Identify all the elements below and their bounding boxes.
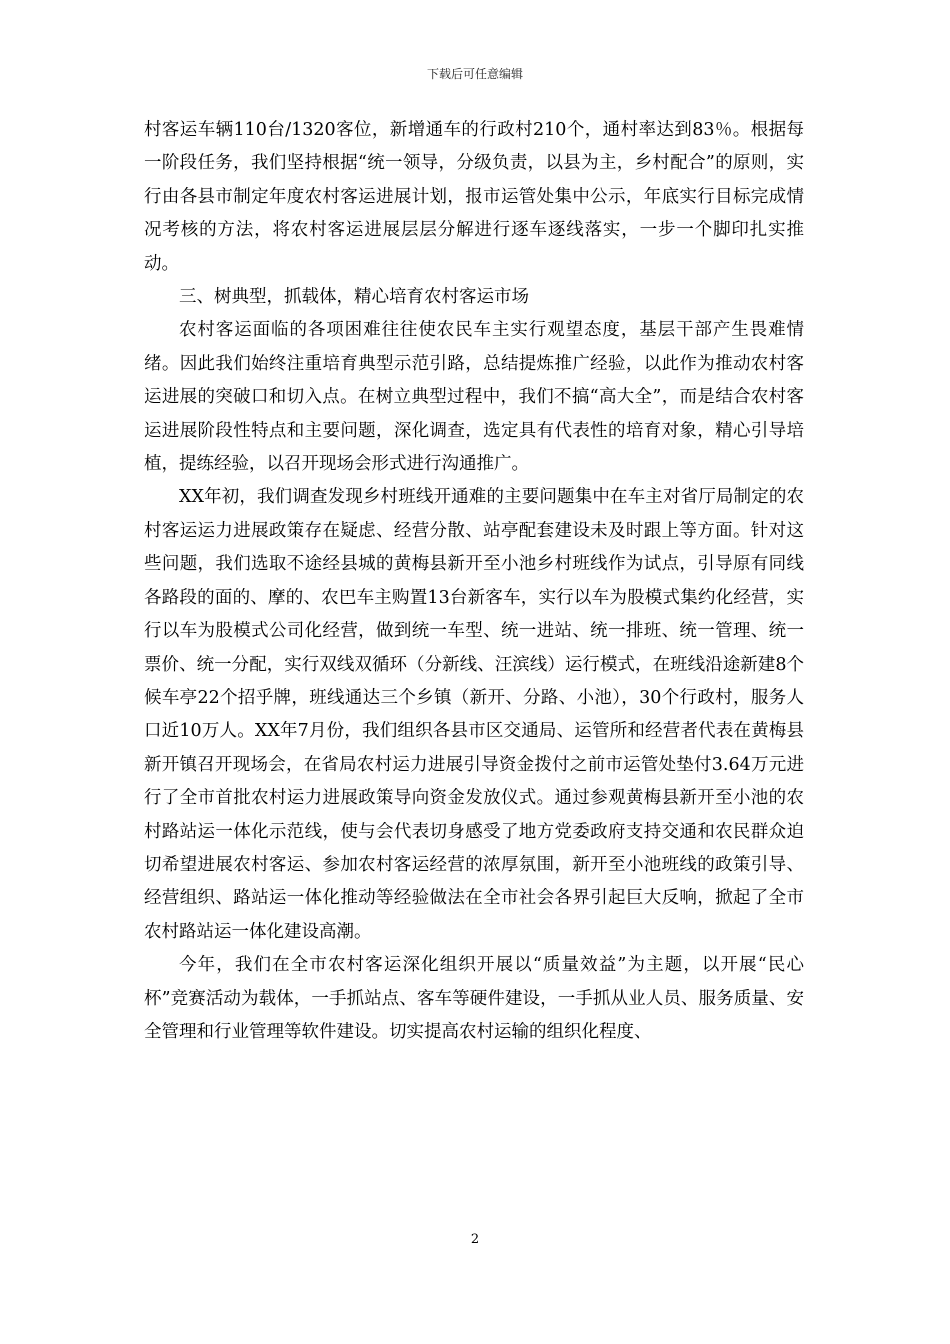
paragraph: 农村客运面临的各项困难往往使农民车主实行观望态度，基层干部产生畏难情绪。因此我们始终注重培育典型示范引路，总结提炼推广经验，以此作为推动农村客运进展的突破口和切入点。在树立典型过程中，我们不搞“高大全”，而是结合农村客运进展阶段性特点和主要问题，深化调查，选定具有代表性的培育对象，精心引导培植，提练经验，以召开现场会形式进行沟通推广。: [144, 320, 804, 475]
section-heading: 三、树典型，抓载体，精心培育农村客运市场: [179, 287, 529, 308]
page-number: 2: [470, 1232, 480, 1247]
document-body: [144, 114, 804, 1049]
page-header: 下载后可任意编辑: [426, 67, 523, 81]
paragraph: 今年，我们在全市农村客运深化组织开展以“质量效益”为主题，以开展“民心杯”竞赛活动为载体，一手抓站点、客车等硬件建设，一手抓从业人员、服务质量、安全管理和行业管理等软件建设。切实提高农村运输的组织化程度、: [144, 955, 804, 1042]
paragraph-continuation: 村客运车辆110台/1320客位，新增通车的行政村210个，通村率达到83％。根据每一阶段任务，我们坚持根据“统一领导，分级负责，以县为主，乡村配合”的原则，实行由各县市制定年度农村客运进展计划，报市运管处集中公示，年底实行目标完成情况考核的方法，将农村客运进展层层分解进行逐车逐线落实，一步一个脚印扎实推动。: [144, 120, 804, 274]
paragraph: XX年初，我们调查发现乡村班线开通难的主要问题集中在车主对省厅局制定的农村客运运力进展政策存在疑虑、经营分散、站亭配套建设未及时跟上等方面。针对这些问题，我们选取不途经县城的黄梅县新开至小池乡村班线作为试点，引导原有同线各路段的面的、摩的、农巴车主购置13台新客车，实行以车为股模式集约化经营，实行以车为股模式公司化经营，做到统一车型、统一进站、统一排班、统一管理、统一票价、统一分配，实行双线双循环（分新线、汪滨线）运行模式，在班线沿途新建8个候车亭22个招乎牌，班线通达三个乡镇（新开、分路、小池），30个行政村，服务人口近10万人。XX年7月份，我们组织各县市区交通局、运管所和经营者代表在黄梅县新开镇召开现场会，在省局农村运力进展引导资金拨付之前市运管处垫付3.64万元进行了全市首批农村运力进展政策导向资金发放仪式。通过参观黄梅县新开至小池的农村路站运一体化示范线，使与会代表切身感受了地方党委政府支持交通和农民群众迫切希望进展农村客运、参加农村客运经营的浓厚氛围，新开至小池班线的政策引导、经营组织、路站运一体化推动等经验做法在全市社会各界引起巨大反响，掀起了全市农村路站运一体化建设高潮。: [144, 487, 804, 942]
